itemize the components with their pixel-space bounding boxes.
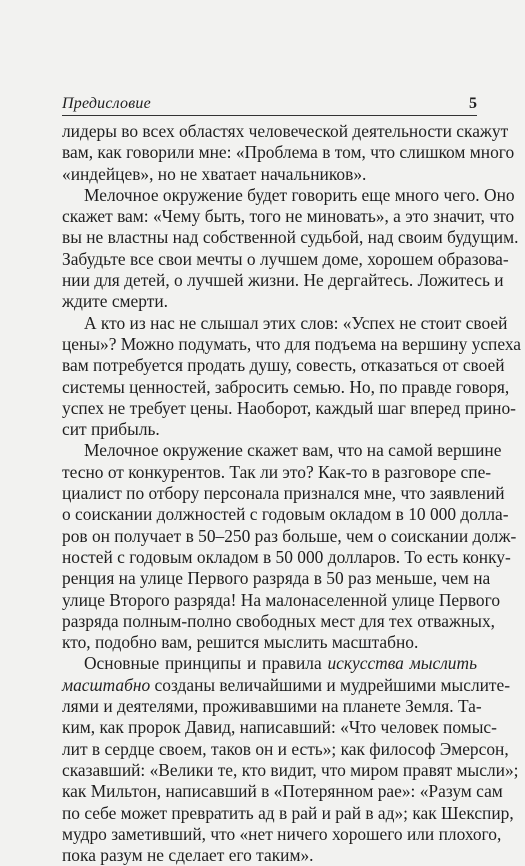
text-line: Основные принципы и правила искусства мыслить (84, 653, 477, 674)
text-line: сказавший: «Велики те, кто видит, что миром правят мысли»; (62, 759, 519, 780)
text-line: вы не властны над собственной судьбой, над своим будущим. (62, 227, 519, 248)
text-line: циалист по отбору персонала признался мне, что заявлений (62, 483, 505, 504)
text-line: «индейцев», но не хватает начальников». (62, 163, 367, 184)
text-line: скажет вам: «Чему быть, того не миновать», а это значит, что (62, 206, 515, 227)
text-line: ренция на улице Первого разряда в 50 раз меньше, чем на (62, 568, 491, 589)
body-text (62, 121, 522, 866)
text-line: о соискании должностей с годовым окладом в 10 000 долла- (62, 504, 509, 525)
text-line: сит прибыль. (62, 419, 160, 440)
text-line: нии для детей, о лучшей жизни. Не дергайтесь. Ложитесь и (62, 270, 504, 291)
text-line: кто, подобно вам, решится мыслить масштабно. (62, 632, 419, 653)
text-line: системы ценностей, забросить семью. Но, по правде говоря, (62, 376, 510, 397)
chapter-title: Предисловие (62, 95, 151, 112)
running-header (62, 95, 477, 113)
text-line: ностей с годовым окладом в 50 000 долларов. То есть конку- (62, 546, 511, 567)
text-line: ким, как пророк Давид, написавший: «Что человек помыс- (62, 717, 497, 738)
text-line: цены»? Можно подумать, что для подъема на вершину успеха (62, 333, 522, 354)
text-line: мудро заметивший, что «нет ничего хорошего или плохого, (62, 823, 502, 844)
text-line: лит в сердце своем, таков он и есть»; как философ Эмерсон, (62, 738, 509, 759)
page-number: 5 (469, 95, 477, 112)
italic-phrase: масштабно (62, 674, 151, 695)
text-line: А кто из нас не слышал этих слов: «Успех не стоит своей (84, 312, 508, 333)
text-line: успех не требует цены. Наоборот, каждый шаг вперед прино- (62, 397, 516, 418)
text-line: по себе может превратить ад в рай и рай в ад»; как Шекспир, (62, 802, 514, 823)
text-line: вам потребуется продать душу, совесть, отказаться от своей (62, 355, 505, 376)
text-line: Мелочное окружение будет говорить еще много чего. Оно (84, 184, 515, 205)
text-line: лидеры во всех областях человеческой деятельности скажут (62, 121, 509, 141)
text-line: лями и деятелями, проживавшими на планете Земля. Та- (62, 696, 482, 717)
text-line: тесно от конкурентов. Так ли это? Как-то в разговоре спе- (62, 461, 492, 482)
text-line: улице Второго разряда! На малонаселенной улице Первого (62, 589, 501, 610)
text-line: вам, как говорили мне: «Проблема в том, что слишком много (62, 142, 515, 163)
text-line: разряда полным-полно свободных мест для тех отважных, (62, 610, 496, 631)
text-line: Забудьте все свои мечты о лучшем доме, хорошем образова- (62, 248, 509, 269)
header-rule (62, 115, 477, 116)
italic-phrase: искусства мыслить (327, 653, 477, 674)
text-line: масштабно созданы величайшими и мудрейшими мыслите- (62, 674, 511, 695)
text-line: ждите смерти. (62, 291, 168, 312)
text-line: Мелочное окружение скажет вам, что на самой вершине (84, 440, 502, 461)
text-line: пока разум не сделает его таким». (62, 845, 314, 866)
text-line: как Мильтон, написавший в «Потерянном рае»: «Разум сам (62, 781, 503, 802)
text-line: ров он получает в 50–250 раз больше, чем о соискании долж- (62, 525, 517, 546)
